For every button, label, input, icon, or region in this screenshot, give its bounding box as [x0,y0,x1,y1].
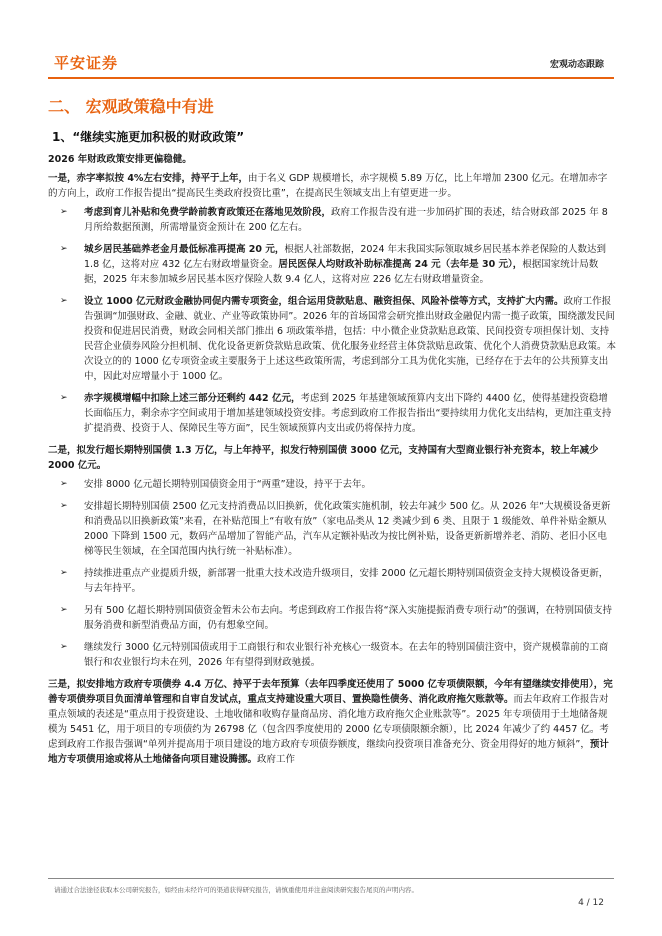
section-title: 二、 宏观政策稳中有进 [48,97,214,116]
para2-prefix: 二是， [48,445,77,456]
bullet-text: 继续发行 3000 亿元特别国债或用于工商银行和农业银行补充核心一级资本。在去年的特别国债注资中，资产规模靠前的工商银行和农业银行均未在列，2026 年有望得到财政驰援。 [84,642,609,668]
para3-prefix: 三是， [48,679,77,690]
list-item [48,640,616,670]
arrow-bullet-icon: ➢ [60,393,68,403]
bullet-text: 安排 8000 亿元超长期特别国债资金用于“两重”建设，持平于去年。 [84,479,372,490]
para1-text: 由于名义 GDP 规模增长，赤字规模 5.89 万亿，比上年增加 2300 亿元。在增加赤字的方向上，政府工作报告提出“提高民生类政府投资比重”，在提高民生领域支出上有望更进一步。 [48,173,608,199]
list-item [48,242,616,287]
arrow-bullet-icon: ➢ [60,568,68,578]
arrow-bullet-icon: ➢ [60,605,68,615]
company-logo: 平安证券 [54,54,119,72]
para1-prefix: 一是， [48,173,77,184]
bullet-text: 政府工作报告强调“加强财政、金融、就业、产业等政策协同”。2026 年的首场国常会研究推出财政金融促内需一揽子政策，围绕激发民间投资和促进居民消费，财政会同相关部门推出 6 项政策举措，包括：中小微企业贷款贴息政策、民间投资专项担保计划、支持民营企业债券风险分担机制、优化设备更新贷款贴息政策、优化服务业经营主体贷款贴息政策、优化个人消费贷款贴息政策。本次设立的的 1000 亿专项资金或主要服务于上述这些政策所需，考虑到部分工具为优化实施，已经存在于去年的公共预算支出中，因此对应增量小于 1000 亿。 [84,296,617,382]
bullet-list-2 [48,477,616,670]
bullet-text: 根据国家统计局数据，2025 年末参加城乡居民基本医疗保险人数 9.4 亿人，这将对应 226 亿左右财政增量资金。 [84,259,599,285]
list-item [48,391,616,436]
page-number: 4 / 12 [578,898,604,908]
paragraph-2 [48,443,616,473]
bullet-bold: 城乡居民基础养老金月最低标准再提高 20 元， [84,244,285,255]
list-item [48,205,616,235]
bullet-list-1 [48,205,616,436]
arrow-bullet-icon: ➢ [60,479,68,489]
lead-sentence: 2026 年财政政策安排更偏稳健。 [48,154,192,165]
footer-divider [48,878,614,879]
para1-bold: 赤字率拟按 4%左右安排，持平于上年， [76,173,248,184]
report-type-label: 宏观动态跟踪 [549,60,604,70]
list-item [48,566,616,596]
footer-disclaimer: 请通过合法途径获取本公司研究报告，如经由未经许可的渠道获得研究报告，请慎重使用并注意阅读研究报告尾页的声明内容。 [54,886,418,894]
bullet-bold: 设立 1000 亿元财政金融协同促内需专项资金，组合运用贷款贴息、融资担保、风险补偿等方式，支持扩大内需。 [84,296,564,307]
list-item [48,294,616,384]
paragraph-1 [48,171,616,201]
arrow-bullet-icon: ➢ [60,296,68,306]
para3-tail: 政府工作 [257,754,296,765]
para3-bold: 拟安排地方政府专项债券 4.4 万亿、持平于去年预算（去年四季度还使用了 5000 亿专项债限额，今年有望继续安排使用），完善专项债券项目负面清单管理和自审自发试点，重点支持建设重大项目、置换隐性债务、消化政府拖欠账款等。 [48,679,613,705]
bullet-bold: 考虑到育儿补贴和免费学龄前教育政策还在落地见效阶段， [84,207,332,218]
list-item [48,477,616,492]
bullet-text: 政府工作报告没有进一步加码扩围的表述，结合财政部 2025 年 8 月所给数据预测，所需增量资金预计在 200 亿左右。 [84,207,608,233]
bullet-text: 安排超长期特别国债 2500 亿元支持消费品以旧换新，优化政策实施机制，较去年减少 500 亿。从 2026 年“大规模设备更新和消费品以旧换新政策”来看，在补贴范围上“有收有放”（家电品类从 12 类减少到 6 类、且限于 1 级能效、单件补贴金额从 2000 下降到 1500 元，数码产品增加了智能产品，汽车从定额补贴改为按比例补贴，设备更新新增养老、消防、老旧小区电梯等民生领域，在全国范围内执行统一补贴标准）。 [84,501,611,557]
header-divider [48,77,614,79]
para3-text: 而去年政府工作报告对重点领域的表述是“重点用于投资建设、土地收储和收购存量商品房、消化地方政府拖欠企业账款等”。2025 年专项债用于土地储备规模为 5451 亿，用于项目的专项债约为 26798 亿（包含四季度使用的 2000 亿专项债限额余额），比 2024 年减少了约 4457 亿。考虑到政府工作报告强调“单列并提高用于项目建设的地方政府专项债券额度，继续向投资项目准备充分、资金用得好的地方倾斜”， [48,694,609,750]
subsection-heading: 1、“继续实施更加积极的财政政策” [52,130,245,144]
bullet-text: 根据人社部数据，2024 年末我国实际领取城乡居民基本养老保险的人数达到 1.8 亿，这将对应 432 亿左右财政增量资金。 [84,244,607,270]
list-item [48,603,616,633]
bullet-bold: 赤字规模增幅中扣除上述三部分还剩约 442 亿元， [84,393,301,404]
bullet-text: 另有 500 亿超长期特别国债资金暂未公布去向。考虑到政府工作报告将“深入实施提振消费专项行动”的强调，在特别国债支持服务消费和新型消费品方面，仍有想象空间。 [84,605,613,631]
arrow-bullet-icon: ➢ [60,501,68,511]
bullet-text: 持续推进重点产业提质升级，新部署一批重大技术改造升级项目，安排 2000 亿元超长期特别国债资金支持大规模设备更新，与去年持平。 [84,568,609,594]
bullet-bold: 居民医保人均财政补助标准提高 24 元（去年是 30 元）， [278,259,523,270]
arrow-bullet-icon: ➢ [60,642,68,652]
arrow-bullet-icon: ➢ [60,207,68,217]
paragraph-3 [48,677,616,767]
para3-bold-2: 预计地方专项债用途或将从土地储备向项目建设腾挪。 [48,739,609,765]
bullet-text: 考虑到 2025 年基建领域预算内支出下降约 4400 亿，使得基建投资稳增长面临压力，剩余赤字空间或用于增加基建领域投资安排。考虑到政府工作报告指出“要持续用力优化支出结构，更加注重支持扩提消费、投资于人、保障民生等方面”，民生领域预算内支出或仍将保持力度。 [84,393,612,434]
arrow-bullet-icon: ➢ [60,244,68,254]
list-item [48,499,616,559]
article-body [48,152,616,771]
para2-bold: 拟发行超长期特别国债 1.3 万亿，与上年持平，拟发行特别国债 3000 亿元，支持国有大型商业银行补充资本，较上年减少 2000 亿元。 [48,445,599,471]
